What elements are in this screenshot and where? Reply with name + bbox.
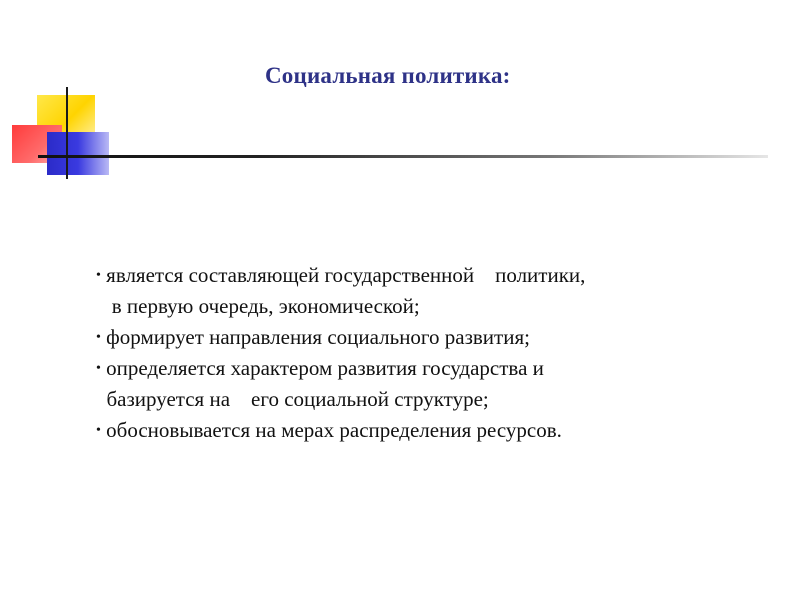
bullet-item xyxy=(96,291,585,322)
bullet-text: обосновывается на мерах распределения ресурсов. xyxy=(100,418,562,442)
bullet-list xyxy=(96,260,585,446)
bullet-text: является составляющей государственной политики, xyxy=(100,263,586,287)
bullet-marker: • xyxy=(96,330,101,345)
bullet-item xyxy=(96,353,585,384)
bullet-marker: • xyxy=(96,423,101,438)
bullet-marker: • xyxy=(96,268,101,283)
bullet-text: в первую очередь, экономической; xyxy=(96,294,420,318)
bullet-text: базируется на его социальной структуре; xyxy=(96,387,489,411)
bullet-item xyxy=(96,260,585,291)
bullet-text: формирует направления социального развития; xyxy=(100,325,530,349)
horizontal-divider-line xyxy=(38,155,768,158)
vertical-divider-line xyxy=(66,87,68,179)
slide-title: Социальная политика: xyxy=(265,63,511,88)
bullet-item xyxy=(96,415,585,446)
bullet-item xyxy=(96,384,585,415)
bullet-text: определяется характером развития государства и xyxy=(100,356,544,380)
blue-square-decoration xyxy=(47,132,109,175)
bullet-marker: • xyxy=(96,361,101,376)
bullet-item xyxy=(96,322,585,353)
